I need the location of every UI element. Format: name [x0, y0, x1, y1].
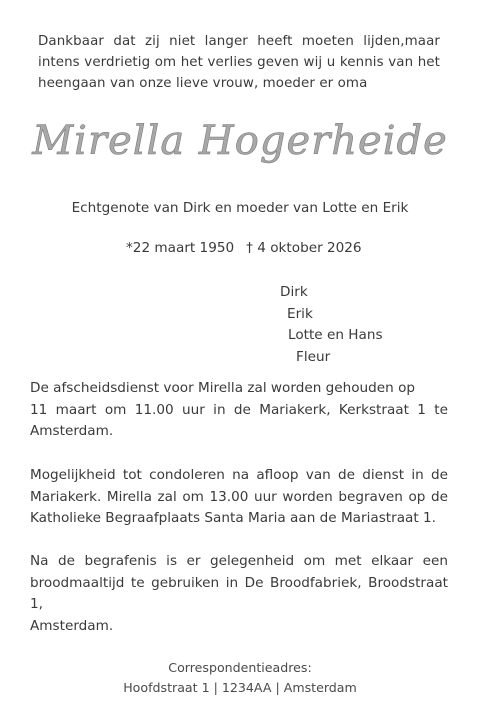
- correspondence-address: [0, 658, 480, 698]
- family-member: Erik: [287, 305, 313, 322]
- correspondence-label: Correspondentieadres:: [168, 660, 312, 675]
- correspondence-value: Hoofdstraat 1 | 1234AA | Amsterdam: [123, 680, 357, 695]
- paragraph-line: De afscheidsdienst voor Mirella zal worden gehouden op: [30, 380, 416, 396]
- paragraph-line: Mariakerk. Mirella zal om 13.00 uur worden begraven op de: [30, 488, 448, 505]
- life-dates: [126, 240, 362, 256]
- paragraph-line: Mogelijkheid tot condoleren na afloop van de dienst in de: [30, 467, 448, 483]
- intro-text: [38, 31, 440, 94]
- death-date: † 4 oktober 2026: [246, 240, 362, 256]
- intro-line: heengaan van onze lieve vrouw, moeder er oma: [38, 76, 368, 91]
- reception-paragraph: [30, 551, 448, 637]
- spouse-line: Echtgenote van Dirk en moeder van Lotte en Erik: [71, 200, 409, 216]
- family-member: Lotte en Hans: [288, 327, 383, 343]
- paragraph-line: Katholieke Begraafplaats Santa Maria aan de Mariastraat 1.: [30, 510, 436, 527]
- paragraph-line: Na de begrafenis is er gelegenheid om met elkaar een: [30, 553, 448, 569]
- service-paragraph: [30, 378, 448, 443]
- intro-line: intens verdrietig om het verlies geven wij u kennis van het: [38, 55, 440, 70]
- family-member: Dirk: [280, 284, 308, 300]
- intro-line: Dankbaar dat zij niet langer heeft moeten lijden,maar: [38, 34, 440, 49]
- paragraph-line: 11 maart om 11.00 uur in de Mariakerk, Kerkstraat 1 te: [30, 401, 448, 418]
- family-member: Fleur: [296, 348, 331, 365]
- paragraph-line: Amsterdam.: [30, 617, 114, 634]
- paragraph-line: broodmaaltijd te gebruiken in De Broodfabriek, Broodstraat 1,: [30, 574, 448, 613]
- paragraph-line: Amsterdam.: [30, 423, 114, 440]
- birth-date: *22 maart 1950: [126, 240, 235, 256]
- condolence-paragraph: [30, 465, 448, 530]
- deceased-name: Mirella Hogerheide: [32, 118, 448, 164]
